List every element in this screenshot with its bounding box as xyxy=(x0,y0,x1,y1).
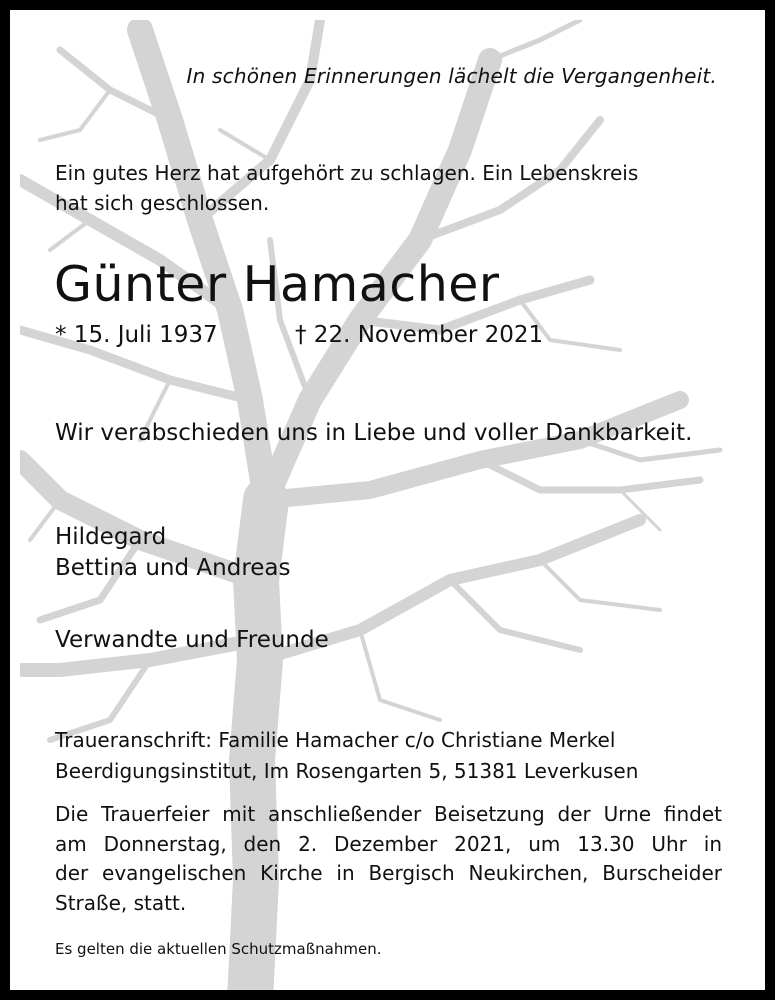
motto-quote: In schönen Erinnerungen lächelt die Vergangenheit. xyxy=(186,64,717,88)
mourners-list xyxy=(55,522,291,584)
ceremony-line: am Donnerstag, den 2. Dezember 2021, um 13.30 Uhr in xyxy=(55,831,722,856)
mourning-address xyxy=(55,725,638,787)
intro-text xyxy=(55,158,638,218)
ceremony-line: Die Trauerfeier mit anschließender Beisetzung der Urne findet xyxy=(55,802,722,826)
address-line: Beerdigungsinstitut, Im Rosengarten 5, 51381 Leverkusen xyxy=(55,759,639,783)
ceremony-line: der evangelischen Kirche in Bergisch Neukirchen, Burscheider xyxy=(55,861,722,885)
ceremony-line: Straße, statt. xyxy=(55,890,187,915)
birth-date: * 15. Juli 1937 xyxy=(55,322,218,348)
intro-line: hat sich geschlossen. xyxy=(55,191,270,215)
mourner-name: Bettina und Andreas xyxy=(55,555,291,581)
ceremony-details xyxy=(55,800,722,918)
death-date: † 22. November 2021 xyxy=(295,322,544,348)
mourner-name: Hildegard xyxy=(55,524,167,550)
relatives-text: Verwandte und Freunde xyxy=(55,627,329,653)
intro-line: Ein gutes Herz hat aufgehört zu schlagen. Ein Lebenskreis xyxy=(55,161,639,185)
address-line: Traueranschrift: Familie Hamacher c/o Christiane Merkel xyxy=(55,728,616,752)
protection-notice: Es gelten die aktuellen Schutzmaßnahmen. xyxy=(55,940,382,958)
farewell-text: Wir verabschieden uns in Liebe und voller Dankbarkeit. xyxy=(55,420,693,446)
deceased-name: Günter Hamacher xyxy=(54,256,500,313)
